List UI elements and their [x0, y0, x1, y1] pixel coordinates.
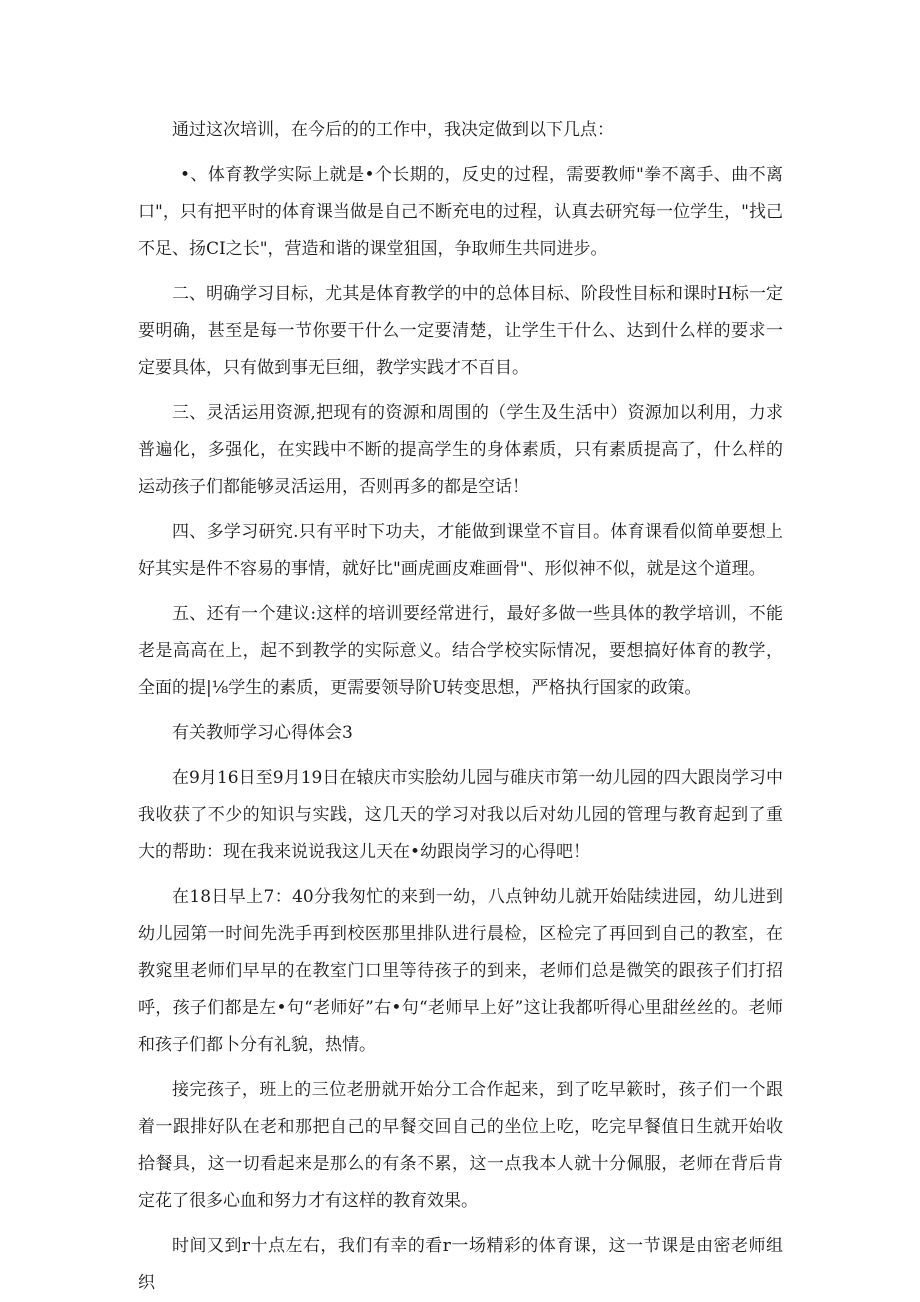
paragraph-point-3: 三、灵活运用资源,把现有的资源和周围的（学生及生活中）资源加以利用，力求普遍化，多强化，在实践中不断的提高学生的身体素质，只有素质提高了，什么样的运动孩子们都能够灵活运用，否则再多的都是空话！ [138, 403, 783, 497]
paragraph-morning: 在18日早上7：40分我匆忙的来到一幼，八点钟幼儿就开始陆续进园，幼儿进到幼儿园第一时间先洗手再到校医那里排队进行晨检，区检完了再回到自己的教室，在教窕里老师们早早的在教室门口里等待孩子的到来，老师们总是微笑的跟孩子们打招呼，孩子们都是左•句“老师好”右•句“老师早上好”这让我都听得心里甜丝丝的。老师和孩子们都卜分有礼貌，热情。 [138, 887, 783, 1055]
paragraph-point-1: •、体育教学实际上就是•个长期的，反史的过程，需要教师"拳不离手、曲不离口"，只有把平时的体育课当做是自己不断充电的过程，认真去研究每一位学生，"找己不足、扬CI之长"，营造和谐的课堂狙国，争取师生共同进步。 [138, 165, 783, 259]
document-body [138, 112, 783, 1302]
paragraph-intro: 通过这次培训，在今后的的工作中，我决定做到以下几点： [172, 120, 614, 140]
paragraph-pe-class: 时间又到r十点左右，我们有幸的看r一场精彩的体育课，这一节课是由密老师组织 [138, 1236, 783, 1293]
paragraph-point-4: 四、多学习研究.只有平时下功夫，才能做到课堂不盲目。体育课看似简单要想上好其实是件不容易的事情，就好比"画虎画皮难画骨"、形似神不似，就是这个道理。 [138, 522, 783, 579]
paragraph-breakfast: 接完孩子，班上的三位老册就开始分工合作起来，到了吃早簌时，孩子们一个跟着一跟排好队在老和那把自己的早餐交回自己的坐位上吃，吃完早餐值日生就开始收拾餐具，这一切看起来是那么的有条不累，这一点我本人就十分佩服，老师在背后肯定花了很多心血和努力才有这样的教育效果。 [138, 1080, 783, 1211]
paragraph-point-5: 五、还有一个建议:这样的培训要经常进行，最好多做一些具体的教学培训，不能老是高高在上，起不到教学的实际意义。结合学校实际情况，要想搞好体育的教学，全面的提|⅛学生的素质，更需要领导阶U转变思想，严格执行国家的政策。 [138, 604, 783, 698]
section-heading: 有关教师学习心得体会3 [172, 723, 353, 743]
paragraph-internship-intro: 在9月16日至9月19日在辕庆市实脍幼儿园与碓庆市第一幼儿园的四大跟岗学习中我收获了不少的知识与实践，这几天的学习对我以后对幼儿园的管理与教育起到了重大的帮助：现在我来说说我这儿天在•幼跟岗学习的心得吧！ [138, 768, 783, 862]
paragraph-point-2: 二、明确学习目标，尤其是体育教学的中的总体目标、阶段性目标和课时H标一定要明确，甚至是每一节你要干什么一定要清楚，让学生干什么、达到什么样的要求一定要具体，只有做到事无巨细，教学实践才不百目。 [138, 284, 783, 378]
